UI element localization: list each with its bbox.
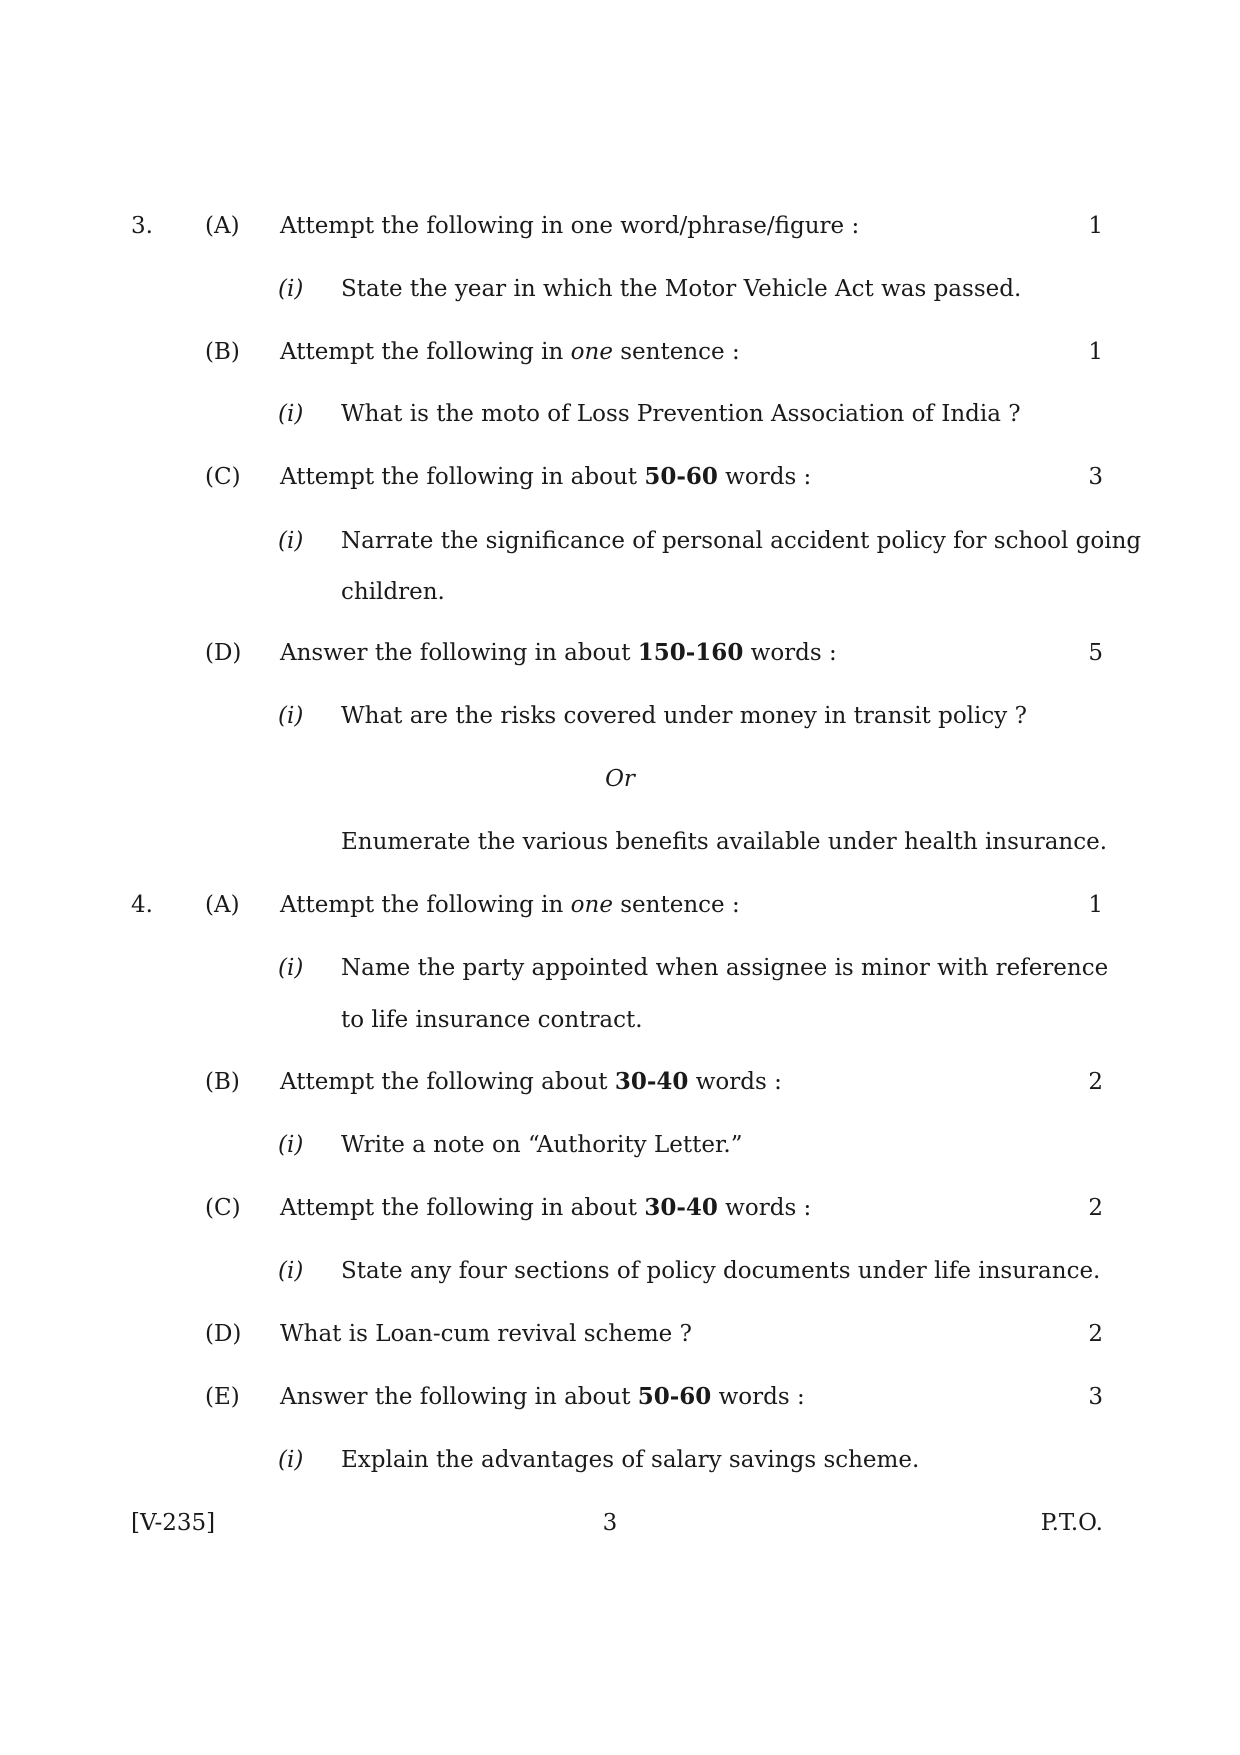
marks: 3: [1088, 1384, 1103, 1410]
part-instruction: Attempt the following in one sentence :: [280, 339, 740, 365]
page-number: 3: [602, 1510, 618, 1536]
item-number: (i): [278, 1132, 304, 1158]
question-number: 3.: [131, 213, 153, 239]
part-instruction: Attempt the following in one word/phrase/figure :: [280, 213, 860, 239]
item-number: (i): [278, 276, 304, 302]
marks: 3: [1088, 464, 1103, 490]
marks: 1: [1088, 213, 1103, 239]
question-text: Narrate the significance of personal accident policy for school going: [341, 528, 1142, 554]
part-instruction: Attempt the following about 30-40 words :: [280, 1068, 782, 1095]
part-label: (A): [205, 213, 240, 239]
question-text: What is the moto of Loss Prevention Association of India ?: [341, 401, 1021, 427]
marks: 2: [1088, 1069, 1103, 1095]
item-number: (i): [278, 401, 304, 427]
part-instruction: Answer the following in about 50-60 words :: [280, 1383, 805, 1410]
question-text: State any four sections of policy documents under life insurance.: [341, 1258, 1101, 1284]
question-text: What is Loan-cum revival scheme ?: [280, 1321, 692, 1347]
part-label: (C): [205, 1195, 241, 1221]
item-number: (i): [278, 703, 304, 729]
part-instruction: Attempt the following in one sentence :: [280, 892, 740, 918]
item-number: (i): [278, 1258, 304, 1284]
item-number: (i): [278, 528, 304, 554]
marks: 2: [1088, 1321, 1103, 1347]
marks: 5: [1088, 640, 1103, 666]
part-label: (A): [205, 892, 240, 918]
part-instruction: Answer the following in about 150-160 words :: [280, 639, 837, 666]
alternate-question-text: Enumerate the various benefits available under health insurance.: [341, 829, 1108, 855]
item-number: (i): [278, 955, 304, 981]
marks: 2: [1088, 1195, 1103, 1221]
question-text: Write a note on “Authority Letter.”: [341, 1132, 743, 1158]
marks: 1: [1088, 339, 1103, 365]
item-number: (i): [278, 1447, 304, 1473]
part-label: (C): [205, 464, 241, 490]
part-label: (E): [205, 1384, 240, 1410]
part-instruction: Attempt the following in about 50-60 words :: [280, 463, 812, 490]
question-text: Name the party appointed when assignee is minor with reference: [341, 955, 1109, 981]
part-instruction: Attempt the following in about 30-40 words :: [280, 1194, 812, 1221]
question-text-cont: to life insurance contract.: [341, 1007, 643, 1033]
or-separator: Or: [605, 766, 635, 792]
part-label: (B): [205, 339, 240, 365]
part-label: (D): [205, 640, 242, 666]
question-text: State the year in which the Motor Vehicle Act was passed.: [341, 276, 1022, 302]
pto-label: P.T.O.: [1040, 1510, 1103, 1536]
paper-code: [V-235]: [131, 1510, 216, 1536]
question-number: 4.: [131, 892, 153, 918]
question-text: Explain the advantages of salary savings scheme.: [341, 1447, 920, 1473]
part-label: (B): [205, 1069, 240, 1095]
marks: 1: [1088, 892, 1103, 918]
part-label: (D): [205, 1321, 242, 1347]
question-text-cont: children.: [341, 579, 445, 605]
question-text: What are the risks covered under money in transit policy ?: [341, 703, 1027, 729]
